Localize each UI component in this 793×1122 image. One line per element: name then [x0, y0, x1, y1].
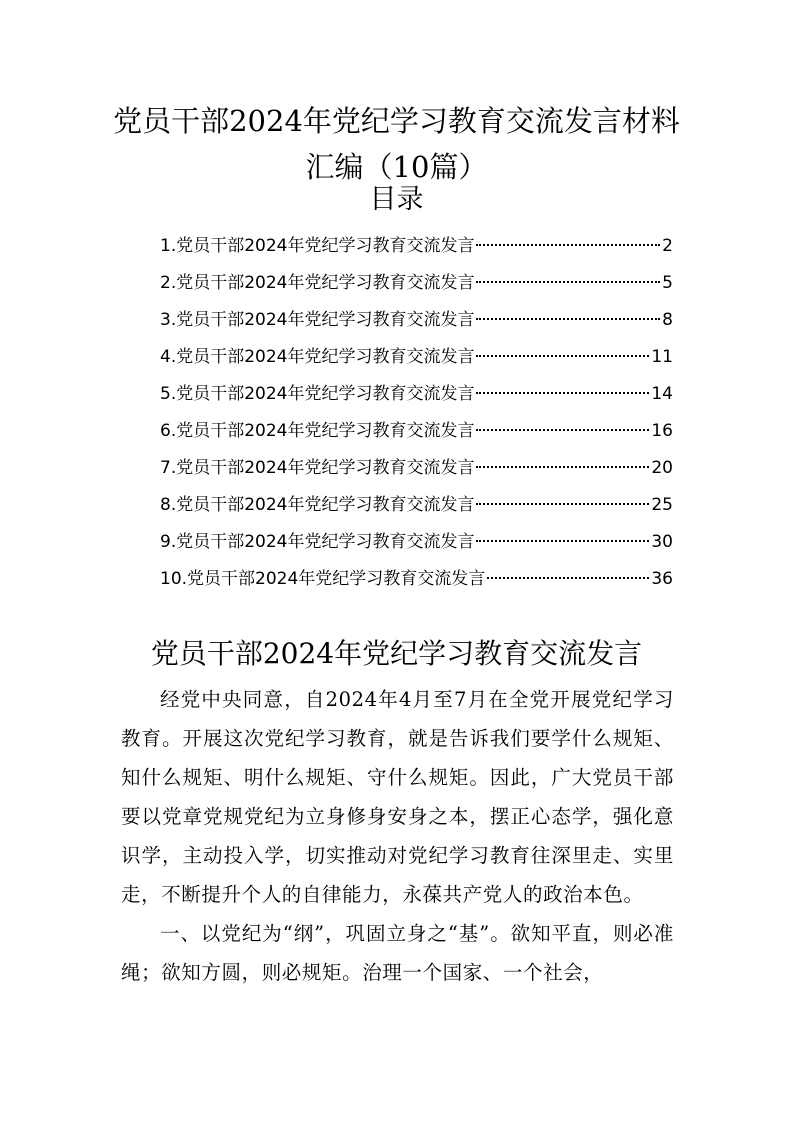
toc-entry-page: 30 — [651, 532, 673, 552]
toc-entry-page: 11 — [651, 347, 673, 367]
toc-leader-dots — [487, 577, 649, 579]
toc-entry-page: 2 — [662, 236, 673, 256]
toc-entry-page: 16 — [651, 421, 673, 441]
toc-entry-label: 1.党员干部2024年党纪学习教育交流发言 — [160, 236, 475, 256]
section-body — [121, 680, 674, 992]
table-of-contents — [160, 228, 673, 598]
toc-entry-label: 9.党员干部2024年党纪学习教育交流发言 — [160, 532, 475, 552]
toc-leader-dots — [476, 540, 649, 542]
document-title: 党员干部2024年党纪学习教育交流发言材料汇编（10篇） — [113, 104, 680, 184]
toc-entry-page: 25 — [651, 495, 673, 515]
section-title: 党员干部2024年党纪学习教育交流发言 — [150, 637, 643, 670]
body-paragraph-2: 一、以党纪为“纲”，巩固立身之“基”。欲知平直，则必准绳；欲知方圆，则必规矩。治理一个国家、一个社会， — [121, 922, 674, 984]
toc-leader-dots — [476, 244, 660, 246]
toc-entry-9[interactable] — [160, 524, 673, 561]
toc-leader-dots — [476, 429, 649, 431]
toc-entry-2[interactable] — [160, 265, 673, 302]
toc-leader-dots — [476, 281, 660, 283]
toc-entry-label: 2.党员干部2024年党纪学习教育交流发言 — [160, 273, 475, 293]
toc-entry-label: 4.党员干部2024年党纪学习教育交流发言 — [160, 347, 475, 367]
toc-entry-page: 36 — [651, 569, 673, 589]
toc-leader-dots — [476, 466, 649, 468]
toc-entry-8[interactable] — [160, 487, 673, 524]
toc-entry-1[interactable] — [160, 228, 673, 265]
toc-entry-label: 5.党员干部2024年党纪学习教育交流发言 — [160, 384, 475, 404]
toc-entry-page: 5 — [662, 273, 673, 293]
toc-entry-page: 14 — [651, 384, 673, 404]
toc-leader-dots — [476, 503, 649, 505]
toc-entry-label: 8.党员干部2024年党纪学习教育交流发言 — [160, 495, 475, 515]
toc-leader-dots — [476, 355, 649, 357]
toc-entry-6[interactable] — [160, 413, 673, 450]
body-paragraph-1: 经党中央同意，自2024年4月至7月在全党开展党纪学习教育。开展这次党纪学习教育，就是告诉我们要学什么规矩、知什么规矩、明什么规矩、守什么规矩。因此，广大党员干部要以党章党规党纪为立身修身安身之本，摆正心态学，强化意识学，主动投入学，切实推动对党纪学习教育往深里走、实里走，不断提升个人的自律能力，永葆共产党人的政治本色。 — [121, 688, 674, 906]
toc-entry-label: 3.党员干部2024年党纪学习教育交流发言 — [160, 310, 475, 330]
toc-entry-label: 10.党员干部2024年党纪学习教育交流发言 — [160, 569, 486, 589]
toc-entry-label: 6.党员干部2024年党纪学习教育交流发言 — [160, 421, 475, 441]
toc-entry-page: 20 — [651, 458, 673, 478]
toc-entry-label: 7.党员干部2024年党纪学习教育交流发言 — [160, 458, 475, 478]
toc-leader-dots — [476, 392, 649, 394]
toc-entry-10[interactable] — [160, 561, 673, 598]
toc-entry-7[interactable] — [160, 450, 673, 487]
toc-entry-page: 8 — [662, 310, 673, 330]
toc-heading: 目录 — [369, 184, 424, 215]
toc-entry-5[interactable] — [160, 376, 673, 413]
toc-entry-3[interactable] — [160, 302, 673, 339]
toc-entry-4[interactable] — [160, 339, 673, 376]
toc-leader-dots — [476, 318, 660, 320]
